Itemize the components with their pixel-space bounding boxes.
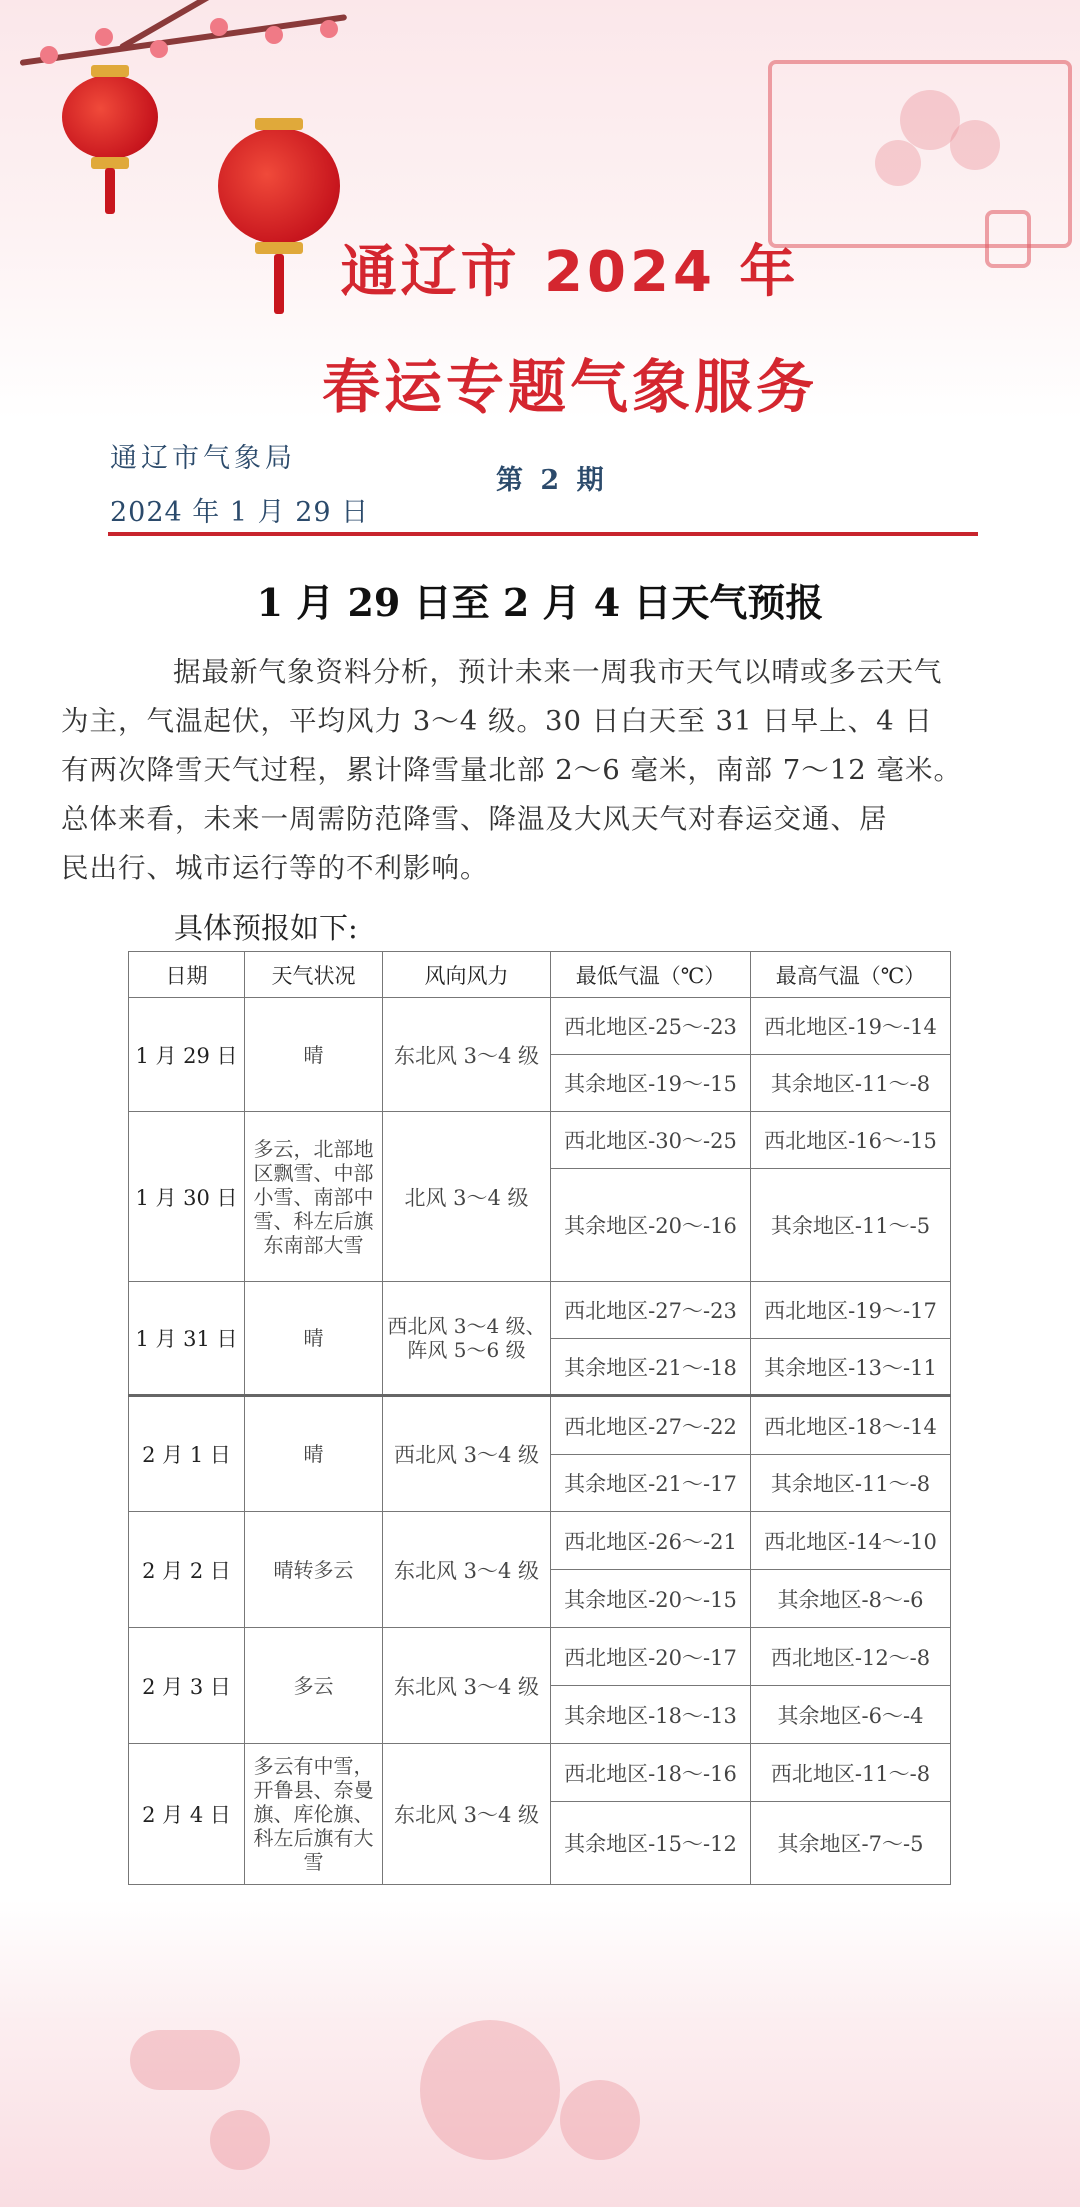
low-temp-cell: 其余地区-20～-15 [551, 1570, 751, 1628]
low-temp-cell: 其余地区-15～-12 [551, 1802, 751, 1885]
table-row [129, 1744, 951, 1802]
weather-cell: 多云有中雪，开鲁县、奈曼旗、库伦旗、科左后旗有大雪 [245, 1744, 383, 1885]
issue-number: 第 2 期 [496, 465, 608, 496]
high-temp-cell: 其余地区-7～-5 [751, 1802, 951, 1885]
high-temp-cell: 其余地区-11～-8 [751, 1455, 951, 1512]
weather-cell: 晴 [245, 1282, 383, 1396]
low-temp-cell: 西北地区-27～-22 [551, 1396, 751, 1455]
high-temp-cell: 西北地区-19～-14 [751, 998, 951, 1055]
high-temp-cell: 其余地区-13～-11 [751, 1339, 951, 1396]
summary-line: 有两次降雪天气过程，累计降雪量北部 2～6 毫米，南部 7～12 毫米。 [61, 754, 962, 786]
weather-cell: 晴 [245, 998, 383, 1112]
high-temp-cell: 西北地区-11～-8 [751, 1744, 951, 1802]
date-cell: 2 月 2 日 [129, 1512, 245, 1628]
table-row [129, 1512, 951, 1570]
table-row [129, 1282, 951, 1339]
wind-cell: 东北风 3～4 级 [383, 1512, 551, 1628]
low-temp-cell: 西北地区-18～-16 [551, 1744, 751, 1802]
low-temp-cell: 其余地区-19～-15 [551, 1055, 751, 1112]
high-temp-cell: 其余地区-11～-5 [751, 1169, 951, 1282]
high-temp-cell: 其余地区-6～-4 [751, 1686, 951, 1744]
forecast-summary [61, 648, 969, 893]
page-subtitle: 春运专题气象服务 [321, 353, 818, 421]
date-cell: 2 月 3 日 [129, 1628, 245, 1744]
summary-line: 据最新气象资料分析，预计未来一周我市天气以晴或多云天气 [173, 656, 943, 688]
agency-name: 通辽市气象局 [110, 443, 296, 474]
issue-date: 2024 年 1 月 29 日 [110, 497, 370, 528]
date-cell: 2 月 4 日 [129, 1744, 245, 1885]
low-temp-cell: 西北地区-30～-25 [551, 1112, 751, 1169]
weather-cell: 多云 [245, 1628, 383, 1744]
weather-cell: 晴转多云 [245, 1512, 383, 1628]
high-temp-cell: 西北地区-19～-17 [751, 1282, 951, 1339]
table-row [129, 998, 951, 1055]
wind-cell: 西北风 3～4 级 [383, 1396, 551, 1512]
low-temp-cell: 西北地区-25～-23 [551, 998, 751, 1055]
low-temp-cell: 其余地区-20～-16 [551, 1169, 751, 1282]
low-temp-cell: 西北地区-26～-21 [551, 1512, 751, 1570]
high-temp-cell: 西北地区-12～-8 [751, 1628, 951, 1686]
summary-line: 民出行、城市运行等的不利影响。 [61, 852, 489, 884]
header-divider [108, 532, 978, 536]
low-temp-cell: 西北地区-20～-17 [551, 1628, 751, 1686]
wind-cell: 东北风 3～4 级 [383, 998, 551, 1112]
table-header-row [129, 952, 951, 998]
weather-cell: 晴 [245, 1396, 383, 1512]
high-temp-cell: 其余地区-8～-6 [751, 1570, 951, 1628]
low-temp-cell: 其余地区-18～-13 [551, 1686, 751, 1744]
high-temp-cell: 其余地区-11～-8 [751, 1055, 951, 1112]
wind-cell: 北风 3～4 级 [383, 1112, 551, 1282]
date-cell: 1 月 31 日 [129, 1282, 245, 1396]
table-row [129, 1628, 951, 1686]
forecast-heading: 1 月 29 日至 2 月 4 日天气预报 [256, 580, 824, 625]
wind-cell: 西北风 3～4 级、阵风 5～6 级 [383, 1282, 551, 1396]
column-header: 天气状况 [245, 952, 383, 998]
column-header: 日期 [129, 952, 245, 998]
wind-cell: 东北风 3～4 级 [383, 1744, 551, 1885]
weather-cell: 多云，北部地区飘雪、中部小雪、南部中雪、科左后旗东南部大雪 [245, 1112, 383, 1282]
high-temp-cell: 西北地区-14～-10 [751, 1512, 951, 1570]
date-cell: 1 月 29 日 [129, 998, 245, 1112]
column-header: 最高气温（℃） [751, 952, 951, 998]
forecast-subheading: 具体预报如下: [174, 911, 358, 945]
low-temp-cell: 其余地区-21～-18 [551, 1339, 751, 1396]
high-temp-cell: 西北地区-16～-15 [751, 1112, 951, 1169]
forecast-table [128, 951, 951, 1885]
table-row [129, 1112, 951, 1169]
column-header: 最低气温（℃） [551, 952, 751, 998]
summary-line: 总体来看，未来一周需防范降雪、降温及大风天气对春运交通、居 [61, 803, 888, 835]
high-temp-cell: 西北地区-18～-14 [751, 1396, 951, 1455]
date-cell: 1 月 30 日 [129, 1112, 245, 1282]
date-cell: 2 月 1 日 [129, 1396, 245, 1512]
low-temp-cell: 其余地区-21～-17 [551, 1455, 751, 1512]
summary-line: 为主，气温起伏，平均风力 3～4 级。30 日白天至 31 日早上、4 日 [61, 705, 933, 737]
wind-cell: 东北风 3～4 级 [383, 1628, 551, 1744]
column-header: 风向风力 [383, 952, 551, 998]
table-row [129, 1396, 951, 1455]
page-title: 通辽市 2024 年 [340, 240, 800, 305]
low-temp-cell: 西北地区-27～-23 [551, 1282, 751, 1339]
